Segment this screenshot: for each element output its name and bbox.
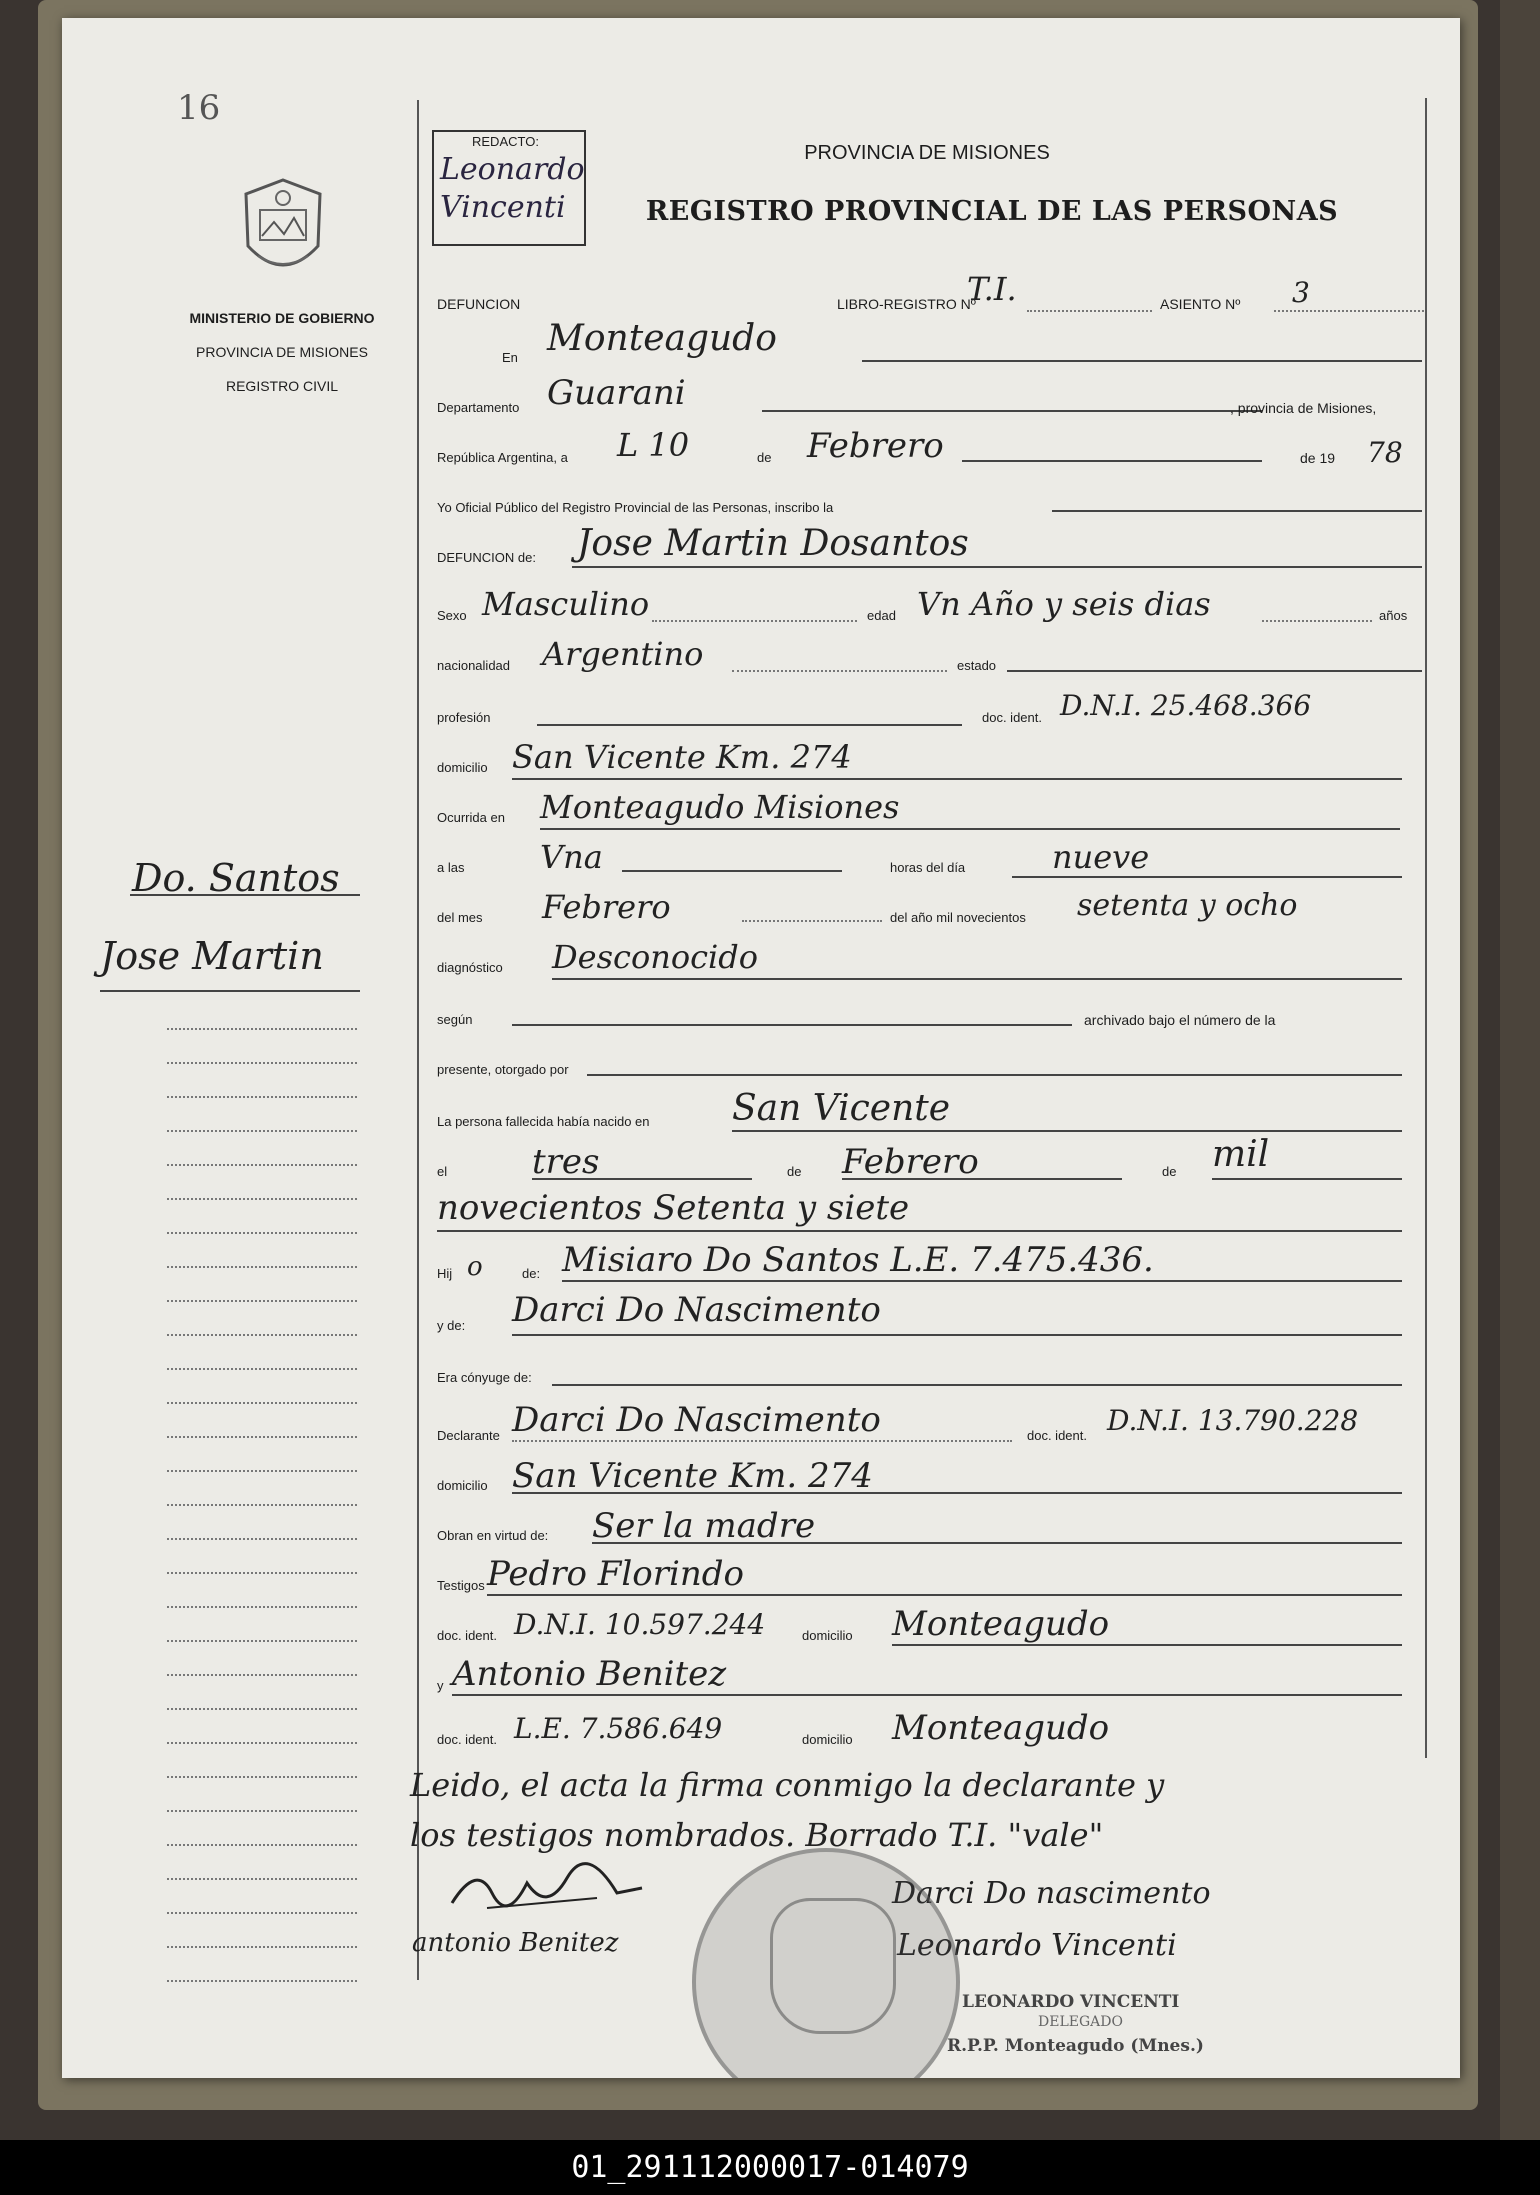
testigo2-value: Antonio Benitez — [452, 1654, 727, 1694]
margin-ruled-line — [167, 1198, 357, 1200]
margin-ruled-line — [167, 1232, 357, 1234]
margin-ruled-line — [167, 1096, 357, 1098]
filled-rule — [512, 1024, 1072, 1026]
filled-rule — [1052, 510, 1422, 512]
declarante-value: Darci Do Nascimento — [512, 1400, 881, 1440]
el-label: el — [437, 1164, 448, 1179]
dotted-rule — [742, 920, 882, 922]
filled-rule — [1007, 670, 1422, 672]
stamp-emblem — [770, 1898, 896, 2034]
filled-rule — [512, 1492, 1402, 1494]
stamp-role: DELEGADO — [1038, 2014, 1123, 2030]
anio-nac-value: novecientos Setenta y siete — [437, 1188, 910, 1228]
margin-ruled-line — [167, 1028, 357, 1030]
de19-label: de 19 — [1300, 450, 1336, 466]
filled-rule — [842, 1178, 1122, 1180]
ocurrida-label: Ocurrida en — [437, 810, 505, 825]
y-label: y — [437, 1678, 444, 1693]
asiento-label: ASIENTO Nº — [1160, 296, 1241, 312]
filled-rule — [572, 566, 1422, 568]
hijo-label: Hij — [437, 1266, 453, 1281]
domicilio2-label: domicilio — [437, 1478, 488, 1493]
dotted-rule — [1027, 310, 1152, 312]
margin-ruled-line — [167, 1368, 357, 1370]
signature-declarante: Darci Do nascimento — [892, 1876, 1211, 1911]
segun-label: según — [437, 1012, 473, 1027]
asiento-value: 3 — [1292, 276, 1310, 309]
libro-label: LIBRO-REGISTRO Nº — [837, 296, 976, 312]
filled-rule — [487, 1594, 1402, 1596]
margin-ruled-line — [167, 1878, 357, 1880]
defuncion-de-label: DEFUNCION de: — [437, 550, 536, 565]
fallecido-value: Jose Martin Dosantos — [577, 523, 969, 564]
filled-rule — [540, 828, 1400, 830]
anio-mil-value: setenta y ocho — [1077, 888, 1298, 923]
document-title: REGISTRO PROVINCIAL DE LAS PERSONAS — [645, 196, 1339, 227]
filled-rule — [552, 1384, 1402, 1386]
delmes-value: Febrero — [542, 888, 671, 926]
filled-rule — [762, 410, 1262, 412]
margin-line — [100, 990, 360, 992]
doc4-value: L.E. 7.586.649 — [514, 1712, 723, 1745]
margin-ruled-line — [167, 1844, 357, 1846]
dotted-rule — [1262, 620, 1372, 622]
testigo1-value: Pedro Florindo — [487, 1554, 744, 1594]
domicilio-value: San Vicente Km. 274 — [512, 738, 852, 776]
margin-ruled-line — [167, 1164, 357, 1166]
diagnostico-value: Desconocido — [552, 938, 758, 976]
margin-ruled-line — [167, 1640, 357, 1642]
dia-value: L 10 — [617, 426, 690, 464]
dotted-rule — [1274, 310, 1424, 312]
domicilio3-label: domicilio — [802, 1628, 853, 1643]
nacionalidad-value: Argentino — [542, 635, 704, 673]
stamp-name: LEONARDO VINCENTI — [962, 1992, 1180, 2012]
margin-ruled-line — [167, 1062, 357, 1064]
margin-ruled-line — [167, 1980, 357, 1982]
margin-ruled-line — [167, 1300, 357, 1302]
doc-label: doc. ident. — [982, 710, 1042, 725]
estado-label: estado — [957, 658, 997, 673]
sexo-value: Masculino — [482, 585, 650, 623]
testigos-label: Testigos — [437, 1578, 485, 1593]
signature-oficial: Leonardo Vincenti — [897, 1928, 1177, 1963]
mes-value: Febrero — [807, 426, 944, 466]
de-label: de — [757, 450, 772, 465]
ministry-label: MINISTERIO DE GOBIERNO — [189, 310, 375, 326]
sexo-label: Sexo — [437, 608, 467, 623]
margin-ruled-line — [167, 1606, 357, 1608]
filled-rule — [537, 724, 962, 726]
filled-rule — [732, 1130, 1402, 1132]
filled-rule — [587, 1074, 1402, 1076]
margin-ruled-line — [167, 1538, 357, 1540]
delmes-label: del mes — [437, 910, 483, 925]
margin-ruled-line — [167, 1266, 357, 1268]
doc2-value: D.N.I. 13.790.228 — [1107, 1404, 1359, 1437]
margin-ruled-line — [167, 1708, 357, 1710]
doc2-label: doc. ident. — [1027, 1428, 1087, 1443]
de2-label: de — [787, 1164, 802, 1179]
redacto-label: REDACTO: — [472, 134, 539, 149]
profesion-label: profesión — [437, 710, 491, 725]
domicilio4-value: Monteagudo — [892, 1708, 1110, 1748]
filled-rule — [532, 1178, 752, 1180]
margin-ruled-line — [167, 1402, 357, 1404]
dia-texto-value: nueve — [1052, 838, 1150, 876]
margin-ruled-line — [167, 1674, 357, 1676]
margin-ruled-line — [167, 1436, 357, 1438]
redacto-name-1: Leonardo — [440, 152, 585, 187]
filled-rule — [562, 1280, 1402, 1282]
edad-value: Vn Año y seis dias — [917, 585, 1211, 623]
margin-ruled-line — [167, 1130, 357, 1132]
declarante-label: Declarante — [437, 1428, 500, 1443]
redacto-box — [432, 130, 586, 246]
margin-ruled-line — [167, 1912, 357, 1914]
margin-ruled-line — [167, 1470, 357, 1472]
de3-label: de — [1162, 1164, 1177, 1179]
registry-label: REGISTRO CIVIL — [225, 378, 339, 394]
departamento-label: Departamento — [437, 400, 520, 415]
provincia-label: , provincia de Misiones, — [1230, 400, 1377, 416]
filled-rule — [452, 1694, 1402, 1696]
signature-testigo2: antonio Benitez — [412, 1928, 619, 1958]
filled-rule — [1012, 876, 1402, 878]
oficial-label: Yo Oficial Público del Registro Provincial de las Personas, inscribo la — [437, 500, 834, 515]
archivado-label: archivado bajo el número de la — [1084, 1012, 1276, 1028]
domicilio-label: domicilio — [437, 760, 488, 775]
filled-rule — [862, 360, 1422, 362]
y-de-label: y de: — [437, 1318, 466, 1333]
document-page — [62, 18, 1460, 2078]
departamento-value: Guarani — [547, 373, 686, 413]
image-id-footer: 01_291112000017-014079 — [0, 2140, 1540, 2195]
hora-value: Vna — [540, 838, 603, 876]
mes-nac-value: Febrero — [842, 1142, 979, 1182]
doc3-value: D.N.I. 10.597.244 — [514, 1608, 766, 1641]
filled-rule — [437, 1230, 1402, 1232]
book-edge — [1500, 0, 1540, 2140]
domicilio3-value: Monteagudo — [892, 1604, 1110, 1644]
margin-line — [130, 894, 360, 896]
domicilio2-value: San Vicente Km. 274 — [512, 1456, 873, 1496]
filled-rule — [892, 1644, 1402, 1646]
anio-value: 78 — [1367, 436, 1403, 469]
closing-line-2: los testigos nombrados. Borrado T.I. "vale" — [410, 1816, 1104, 1854]
margin-given-names: Jose Martin — [100, 934, 324, 978]
margin-ruled-line — [167, 1334, 357, 1336]
doc-value: D.N.I. 25.468.366 — [1060, 689, 1312, 722]
margin-ruled-line — [167, 1742, 357, 1744]
redacto-name-2: Vincenti — [440, 190, 566, 225]
edad-label: edad — [867, 608, 896, 623]
header-province: PROVINCIA DE MISIONES — [804, 142, 1050, 164]
diagnostico-label: diagnóstico — [437, 960, 503, 975]
obran-value: Ser la madre — [592, 1506, 816, 1546]
filled-rule — [552, 978, 1402, 980]
dotted-rule — [732, 670, 947, 672]
margin-surname: Do. Santos — [132, 856, 340, 900]
en-label: En — [502, 350, 518, 365]
nacido-value: San Vicente — [732, 1088, 951, 1129]
doc3-label: doc. ident. — [437, 1628, 497, 1643]
padre-value: Misiaro Do Santos L.E. 7.475.436. — [562, 1240, 1154, 1280]
republica-label: República Argentina, a — [437, 450, 568, 465]
mil-value: mil — [1212, 1134, 1270, 1175]
presente-label: presente, otorgado por — [437, 1062, 569, 1077]
hijo-de-label: de: — [522, 1266, 541, 1281]
margin-ruled-line — [167, 1810, 357, 1812]
obran-label: Obran en virtud de: — [437, 1528, 549, 1543]
madre-value: Darci Do Nascimento — [512, 1290, 881, 1330]
en-value: Monteagudo — [547, 318, 777, 359]
nacionalidad-label: nacionalidad — [437, 658, 511, 673]
filled-rule — [1212, 1178, 1402, 1180]
hijo-suffix: o — [467, 1252, 483, 1282]
conyuge-label: Era cónyuge de: — [437, 1370, 532, 1385]
ocurrida-value: Monteagudo Misiones — [540, 788, 900, 826]
province-label: PROVINCIA DE MISIONES — [196, 344, 368, 360]
alas-label: a las — [437, 860, 465, 875]
filled-rule — [512, 1334, 1402, 1336]
margin-ruled-line — [167, 1776, 357, 1778]
dotted-rule — [512, 1440, 1012, 1442]
right-border — [1425, 98, 1427, 1758]
el-value: tres — [532, 1142, 600, 1182]
anio-mil-label: del año mil novecientos — [890, 910, 1026, 925]
margin-ruled-line — [167, 1946, 357, 1948]
filled-rule — [592, 1542, 1402, 1544]
horas-label: horas del día — [890, 860, 966, 875]
doc4-label: doc. ident. — [437, 1732, 497, 1747]
filled-rule — [962, 460, 1262, 462]
defuncion-label: DEFUNCION — [437, 296, 521, 312]
margin-ruled-line — [167, 1572, 357, 1574]
column-divider — [417, 100, 419, 1980]
dotted-rule — [652, 620, 857, 622]
anos-label: años — [1379, 608, 1408, 623]
domicilio4-label: domicilio — [802, 1732, 853, 1747]
filled-rule — [512, 778, 1402, 780]
stamp-office: R.P.P. Monteagudo (Mnes.) — [947, 2036, 1204, 2056]
margin-ruled-line — [167, 1504, 357, 1506]
nacido-label: La persona fallecida había nacido en — [437, 1114, 650, 1129]
page-number: 16 — [177, 88, 221, 128]
coat-of-arms-seal — [238, 176, 328, 286]
filled-rule — [622, 870, 842, 872]
signature-testigo1-scribble — [447, 1853, 647, 1923]
closing-line-1: Leido, el acta la firma conmigo la declarante y — [410, 1766, 1165, 1804]
libro-value: T.I. — [967, 270, 1017, 308]
